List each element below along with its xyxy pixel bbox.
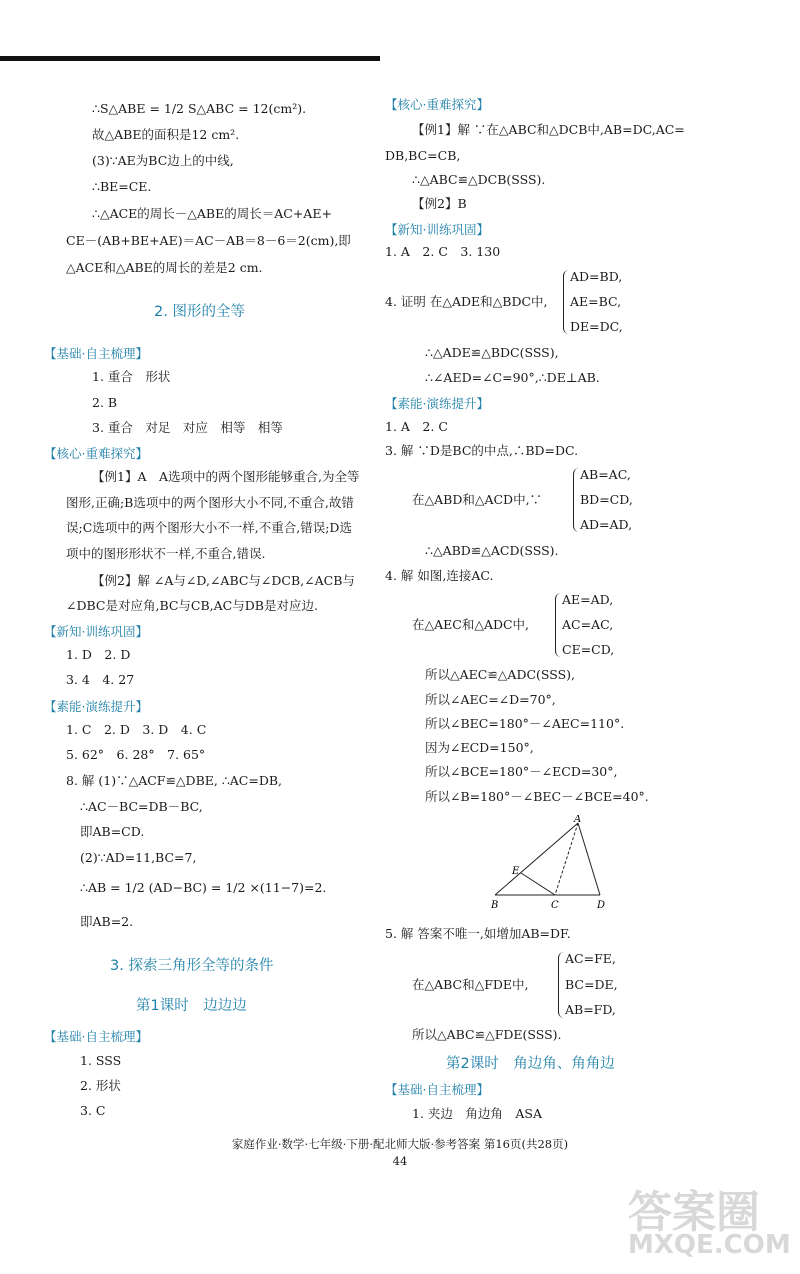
text-line: 【例1】A A选项中的两个图形能够重合,为全等 <box>92 469 360 484</box>
answer-line: 1. SSS <box>80 1053 122 1068</box>
text-line: 在△ABC和△FDE中, <box>412 977 529 992</box>
answer-line: 2. B <box>92 395 118 410</box>
text-line: (3)∵AE为BC边上的中线, <box>92 153 234 168</box>
text-line: 所以∠AEC=∠D=70°, <box>425 692 556 707</box>
text-line: 故△ABE的面积是12 cm². <box>92 127 240 142</box>
text-line: 所以△ABC≌△FDE(SSS). <box>412 1027 562 1042</box>
text-line: 所以∠B=180°－∠BEC－∠BCE=40°. <box>425 789 649 804</box>
text-line: 4. 证明 在△ADE和△BDC中, <box>385 294 548 309</box>
text-line: 因为∠ECD=150°, <box>425 740 534 755</box>
text-line: 【例1】解 ∵在△ABC和△DCB中,AB=DC,AC= <box>412 122 685 137</box>
condition-line: AE=AD, <box>562 592 614 607</box>
point-label-E: E <box>512 866 520 877</box>
answer-line: 5. 62° 6. 28° 7. 65° <box>66 747 206 762</box>
top-header-band <box>0 0 800 62</box>
text-line: 所以∠BEC=180°－∠AEC=110°. <box>425 716 625 731</box>
text-line: 4. 解 如图,连接AC. <box>385 568 494 583</box>
text-line: 误;C选项中的两个图形大小不一样,不重合,错误;D选 <box>66 520 352 535</box>
brace <box>573 468 580 532</box>
text-line: 在△ABD和△ACD中,∵ <box>412 492 543 507</box>
text-line: 【例2】B <box>412 196 467 211</box>
section-tag: 【基础·自主梳理】 <box>44 1029 148 1044</box>
condition-line: AC=FE, <box>565 951 616 966</box>
point-label-D: D <box>597 900 606 911</box>
text-line: ∴△ABC≌△DCB(SSS). <box>412 172 546 187</box>
section-tag: 【素能·演练提升】 <box>44 699 148 714</box>
answer-line: 1. A 2. C <box>385 419 448 434</box>
answer-line: 1. C 2. D 3. D 4. C <box>66 722 207 737</box>
point-label-C: C <box>551 900 559 911</box>
point-label-B: B <box>491 900 499 911</box>
condition-line: AD=AD, <box>580 517 633 532</box>
condition-line: AE=BC, <box>570 294 622 309</box>
section-tag: 【基础·自主梳理】 <box>44 346 148 361</box>
text-line: ∴△ADE≌△BDC(SSS), <box>425 345 559 360</box>
text-line: DB,BC=CB, <box>385 148 461 163</box>
section-tag: 【素能·演练提升】 <box>385 396 489 411</box>
text-line: △ACE和△ABE的周长的差是2 cm. <box>66 260 263 275</box>
condition-line: BD=CD, <box>580 492 633 507</box>
page-number: 44 <box>392 1154 408 1168</box>
text-line: ∴∠AED=∠C=90°,∴DE⊥AB. <box>425 370 600 385</box>
lesson-title: 第2课时 角边角、角角边 <box>446 1056 615 1072</box>
text-line: 8. 解 (1)∵△ACF≌△DBE, ∴AC=DB, <box>66 773 283 788</box>
text-line: ∴S△ABE = 1/2 S△ABC = 12(cm²). <box>92 101 307 116</box>
text-line: 【例2】解 ∠A与∠D,∠ABC与∠DCB,∠ACB与 <box>92 573 355 588</box>
condition-line: AB=AC, <box>580 467 631 482</box>
text-line: ∴AB = 1/2 (AD−BC) = 1/2 ×(11−7)=2. <box>80 880 327 895</box>
brace <box>563 270 570 334</box>
geometry-figure <box>485 815 615 915</box>
section-tag: 【新知·训练巩固】 <box>44 624 148 639</box>
section-tag: 【核心·重难探究】 <box>385 97 489 112</box>
condition-line: AD=BD, <box>570 269 623 284</box>
text-line: 3. 解 ∵D是BC的中点,∴BD=DC. <box>385 443 579 458</box>
text-line: ∴AC－BC=DB－BC, <box>80 799 203 814</box>
section-tag: 【核心·重难探究】 <box>44 446 148 461</box>
text-line: 在△AEC和△ADC中, <box>412 617 530 632</box>
text-line: 项中的图形形状不一样,不重合,错误. <box>66 546 266 561</box>
brace <box>555 593 562 657</box>
answer-line: 3. 重合 对足 对应 相等 相等 <box>92 420 283 435</box>
text-line: 5. 解 答案不唯一,如增加AB=DF. <box>385 926 571 941</box>
condition-line: DE=DC, <box>570 319 623 334</box>
section-title: 3. 探索三角形全等的条件 <box>110 958 274 974</box>
text-line: 图形,正确;B选项中的两个图形大小不同,不重合,故错 <box>66 495 354 510</box>
text-line: (2)∵AD=11,BC=7, <box>80 850 197 865</box>
answer-line: 1. 夹边 角边角 ASA <box>412 1106 543 1121</box>
text-line: ∠DBC是对应角,BC与CB,AC与DB是对应边. <box>66 598 318 613</box>
watermark-logo: 答案圈 <box>628 1187 760 1238</box>
answer-line: 3. C <box>80 1103 106 1118</box>
text-line: ∴BE=CE. <box>92 179 152 194</box>
lesson-title: 第1课时 边边边 <box>136 998 247 1014</box>
header-rule <box>0 56 380 61</box>
text-line: 所以△AEC≌△ADC(SSS), <box>425 667 576 682</box>
watermark-url: MXQE.COM <box>628 1230 791 1260</box>
text-line: 所以∠BCE=180°－∠ECD=30°, <box>425 764 618 779</box>
answer-line: 1. D 2. D <box>66 647 131 662</box>
section-tag: 【基础·自主梳理】 <box>385 1082 489 1097</box>
brace <box>558 952 565 1018</box>
condition-line: AB=FD, <box>565 1002 616 1017</box>
section-title: 2. 图形的全等 <box>154 304 245 320</box>
text-line: ∴△ABD≌△ACD(SSS). <box>425 543 559 558</box>
footer-line: 家庭作业·数学·七年级·下册·配北师大版·参考答案 第16页(共28页) <box>231 1137 569 1151</box>
section-tag: 【新知·训练巩固】 <box>385 222 489 237</box>
text-line: ∴△ACE的周长－△ABE的周长＝AC+AE+ <box>92 206 332 221</box>
answer-line: 1. 重合 形状 <box>92 369 171 384</box>
condition-line: AC=AC, <box>562 617 614 632</box>
text-line: 即AB=2. <box>80 914 134 929</box>
text-line: CE－(AB+BE+AE)＝AC－AB＝8－6＝2(cm),即 <box>66 233 351 248</box>
point-label-A: A <box>574 815 582 825</box>
text-line: 即AB=CD. <box>80 824 145 839</box>
answer-line: 3. 4 4. 27 <box>66 672 135 687</box>
condition-line: CE=CD, <box>562 642 615 657</box>
condition-line: BC=DE, <box>565 977 618 992</box>
answer-line: 1. A 2. C 3. 130 <box>385 244 501 259</box>
answer-line: 2. 形状 <box>80 1078 121 1093</box>
